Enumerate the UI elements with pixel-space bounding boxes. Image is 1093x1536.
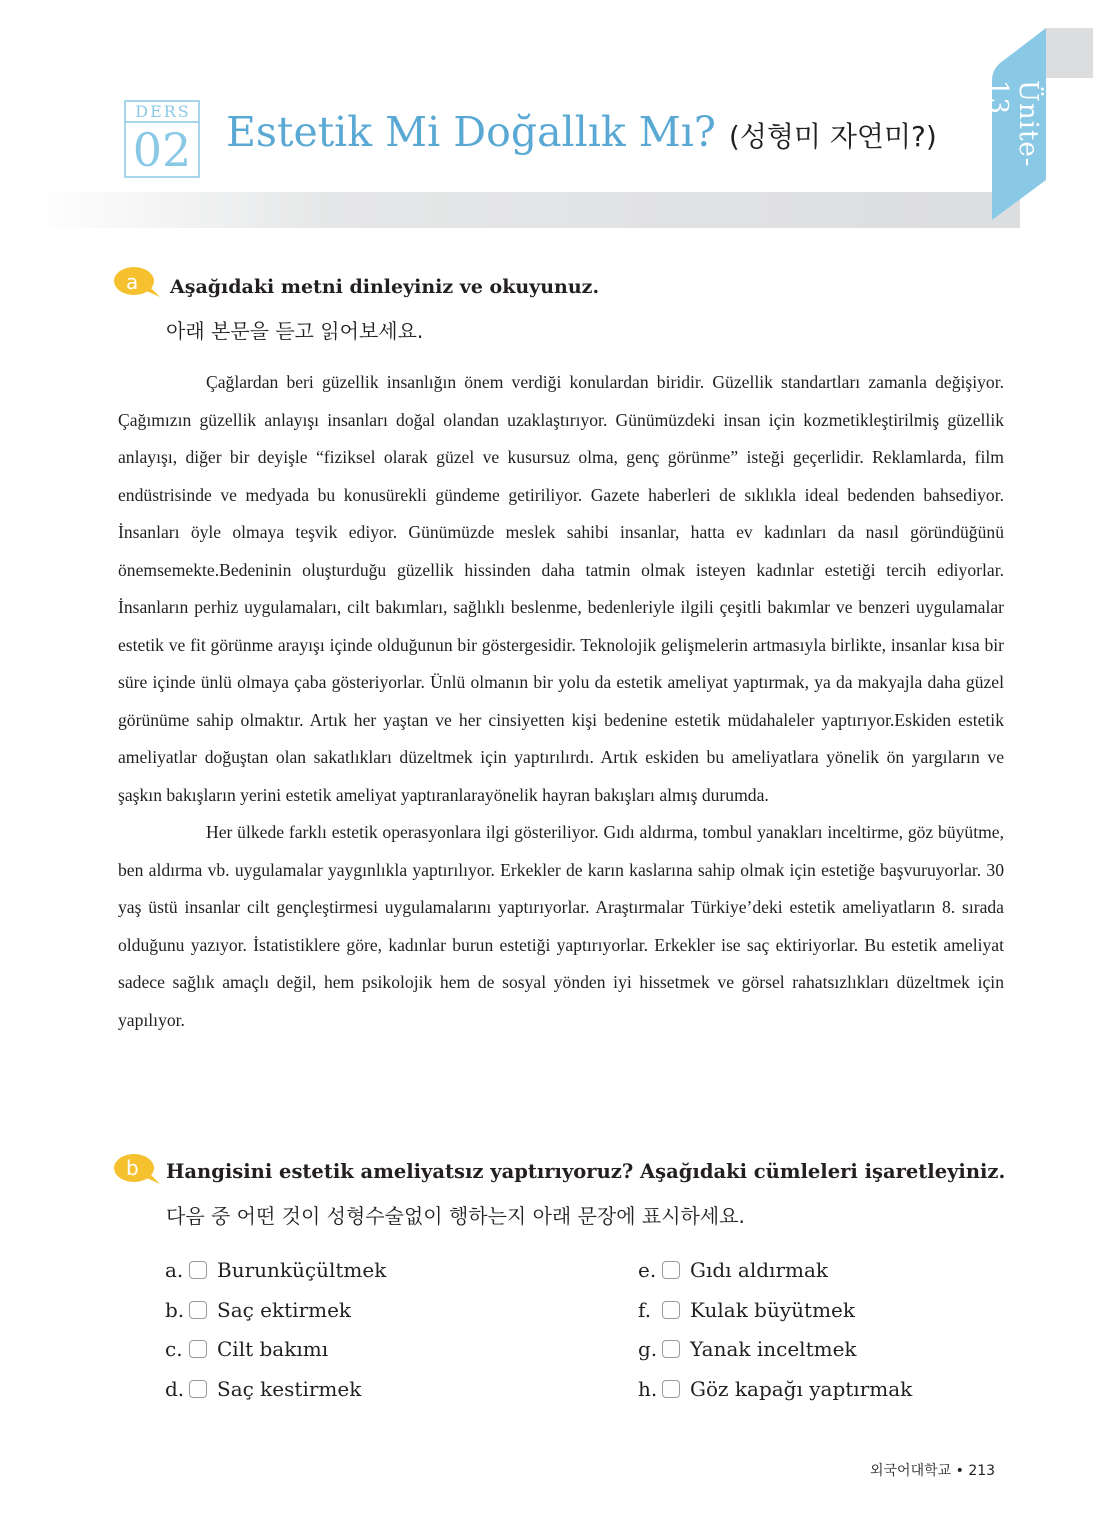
section-b-badge: b [126,1156,139,1180]
option-text: Saç ektirmek [217,1298,352,1322]
section-b-instruction-tr: Hangisini estetik ameliyatsız yaptırıyoruz? Aşağıdaki cümleleri işaretleyiniz. [166,1160,1006,1183]
unit-tab-flap [1046,28,1093,78]
option-e[interactable] [638,1258,828,1282]
option-c-checkbox[interactable] [189,1340,207,1358]
passage-paragraph-2: Her ülkede farklı estetik operasyonlara ilgi gösteriliyor. Gıdı aldırma, tombul yanakları inceltirme, göz büyütme, ben aldırma vb. uygulamalar yaygınlıkla yaptırılıyor. Erkekler de karın kaslarına sahip olmak için estetiğe başvuruyorlar. 30 yaş üstü insanlar cilt gençleştirmesi uygulamalarını yaptırıyorlar. Araştırmalar Türkiye’deki estetik ameliyatların 8. sırada olduğunu yazıyor. İstatistiklere göre, kadınlar burun estetiği yaptırıyorlar. Erkekler ise saç ektiriyorlar. Bu estetik ameliyat sadece sağlık amaçlı değil, hem psikolojik hem de sosyal yönden iyi hissetmek ve görsel rahatsızlıkları düzeltmek için yapılıyor. [118,822,1004,1030]
section-b-instruction-ko: 다음 중 어떤 것이 성형수술없이 행하는지 아래 문장에 표시하세요. [166,1204,745,1228]
option-letter: c. [165,1337,183,1361]
option-g[interactable] [638,1337,857,1361]
option-letter: h. [638,1377,658,1401]
option-text: Gıdı aldırmak [690,1258,829,1282]
option-text: Göz kapağı yaptırmak [690,1377,913,1401]
option-letter: d. [165,1377,185,1401]
option-letter: f. [638,1298,652,1322]
option-text: Yanak inceltmek [690,1337,857,1361]
option-letter: e. [638,1258,657,1282]
unit-label: Ünite-13 [983,80,1043,168]
option-g-checkbox[interactable] [662,1340,680,1358]
option-letter: a. [165,1258,184,1282]
ders-word: DERS [135,102,191,121]
section-a-instruction-tr: Aşağıdaki metni dinleyiniz ve okuyunuz. [170,276,600,298]
option-f-checkbox[interactable] [662,1301,680,1319]
option-d-checkbox[interactable] [189,1380,207,1398]
lesson-title [226,108,937,156]
footer-separator: • [955,1463,964,1479]
ders-number: 02 [132,123,192,177]
option-letter: g. [638,1337,658,1361]
option-d[interactable] [165,1377,361,1401]
lesson-title-tr: Estetik Mi Doğallık Mı? [226,108,716,156]
option-text: Saç kestirmek [217,1377,362,1401]
header-band [30,192,1020,228]
passage-paragraph-1: Çağlardan beri güzellik insanlığın önem verdiği konulardan biridir. Güzellik standartları zamanla değişiyor. Çağımızın güzellik anlayışı insanları doğal olandan uzaklaştırıyor. Günümüzdeki insan için kozmetikleştirilmiş güzellik anlayışı, diğer bir deyişle “fiziksel olarak güzel ve kusursuz olma, genç görünme” isteği geçerlidir. Reklamlarda, film endüstrisinde ve medyada bu konusürekli gündeme getiriliyor. Gazete haberleri de sıklıkla ideal bedenden bahsediyor. İnsanları öyle olmaya teşvik ediyor. Günümüzde meslek sahibi insanlar, hatta ev kadınları da nasıl göründüğünü önemsemekte.Bedeninin oluşturduğu güzellik hissinden daha tatmin olmak isteyen kadınlar estetiği tercih ediyorlar. İnsanların perhiz uygulamaları, cilt bakımları, sağlıklı beslenme, bedenleriyle ilgili çeşitli bakımlar ve benzeri uygulamalar estetik ve fit görünme arayışı içinde olduğunun bir göstergesidir. Teknolojik gelişmelerin artmasıyla birlikte, insanlar kısa bir süre içinde ünlü olmaya çaba gösteriyorlar. Ünlü olmanın bir yolu da estetik ameliyat yaptırmak, ya da makyajla daha güzel görünüme sahip olmaktır. Artık her yaştan ve her cinsiyetten kişi bedenine estetik müdahaleler yaptırıyor.Eskiden estetik ameliyatlar doğuştan olan sakatlıkları düzeltmek için yaptırılırdı. Artık eskiden bu ameliyatlara yönelik ön yargıların ve şaşkın bakışların yerini estetik ameliyat yaptıranlarayönelik hayran bakışları almış durumda. [118,372,1004,805]
option-h-checkbox[interactable] [662,1380,680,1398]
option-text: Kulak büyütmek [690,1298,855,1322]
option-e-checkbox[interactable] [662,1261,680,1279]
option-f[interactable] [638,1298,855,1322]
option-a[interactable] [165,1258,386,1282]
option-text: Burunküçültmek [217,1258,387,1282]
option-a-checkbox[interactable] [189,1261,207,1279]
section-a-instruction-ko: 아래 본문을 듣고 읽어보세요. [166,319,424,343]
option-letter: b. [165,1298,185,1322]
option-b[interactable] [165,1298,351,1322]
option-h[interactable] [638,1377,912,1401]
footer-school: 외국어대학교 [870,1463,952,1479]
page-number: 213 [968,1463,996,1479]
option-b-checkbox[interactable] [189,1301,207,1319]
lesson-title-ko: (성형미 자연미?) [728,120,937,153]
option-text: Cilt bakımı [217,1337,329,1361]
page-footer [870,1460,995,1480]
section-a-badge: a [126,270,139,294]
reading-passage [118,364,1004,1039]
option-c[interactable] [165,1337,328,1361]
